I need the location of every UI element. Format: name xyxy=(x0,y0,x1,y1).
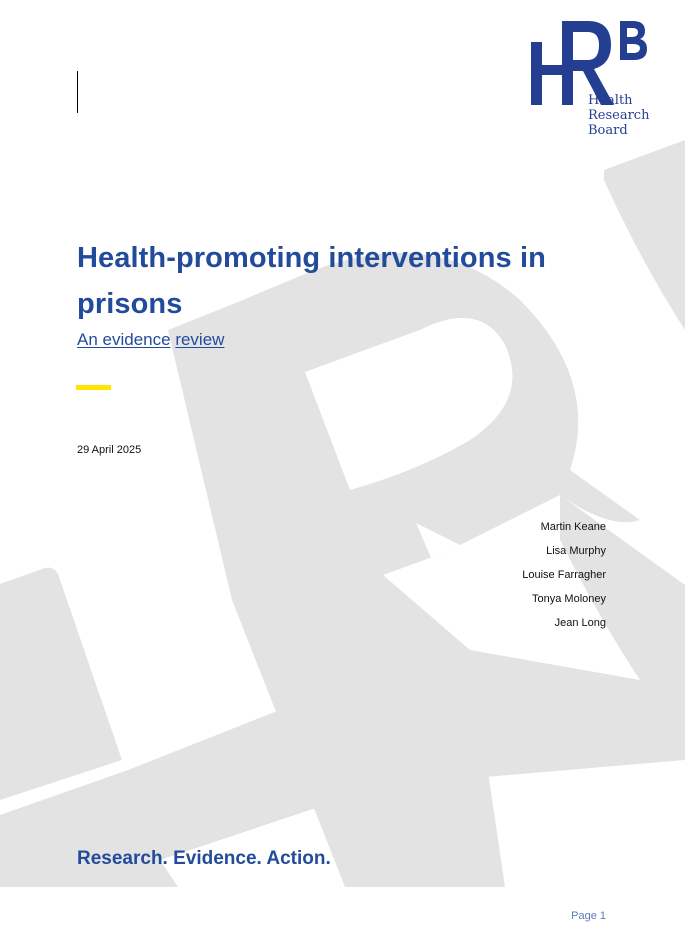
author-list xyxy=(522,515,606,635)
accent-bar xyxy=(76,385,111,390)
text-cursor xyxy=(77,71,78,113)
document-subtitle xyxy=(77,329,224,351)
logo-line-board: Board xyxy=(588,123,628,138)
author-name: Louise Farragher xyxy=(522,569,606,581)
document-title: Health-promoting interventions in prisons xyxy=(77,242,546,320)
author-name: Tonya Moloney xyxy=(532,593,606,605)
page-number: Page 1 xyxy=(571,910,606,922)
publication-date: 29 April 2025 xyxy=(77,444,142,456)
logo-line-health: Health xyxy=(588,93,633,108)
hrb-logo xyxy=(528,18,653,140)
author-name: Martin Keane xyxy=(540,521,606,533)
subtitle-part-review: review xyxy=(175,330,225,349)
hrb-logo-wordmark xyxy=(588,93,649,138)
author-name: Jean Long xyxy=(554,617,606,629)
tagline: Research. Evidence. Action. xyxy=(77,848,331,869)
author-name: Lisa Murphy xyxy=(546,545,606,557)
logo-line-research: Research xyxy=(588,108,650,123)
subtitle-part-evidence: An evidence xyxy=(77,330,171,349)
